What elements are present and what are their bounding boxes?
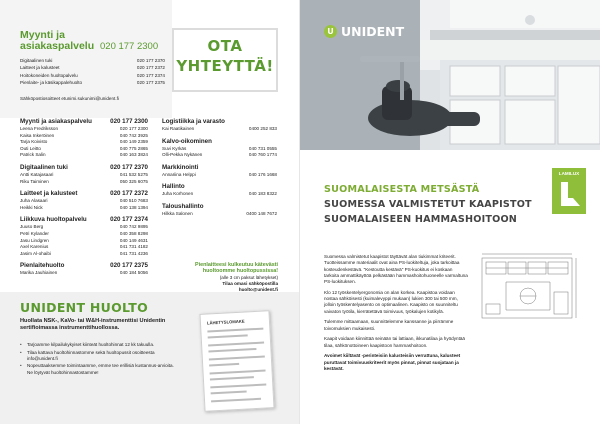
floor-plan-drawing [476, 252, 580, 326]
department-line: Hoitokoneiden huoltopalvelu 020 177 2374 [20, 72, 165, 78]
article-kicker: SUOMALAISESTA METSÄSTÄ [324, 184, 480, 195]
contacts-column-left [20, 118, 148, 282]
right-page [300, 0, 600, 424]
service-title: UNIDENT HUOLTO [20, 300, 149, 315]
lamilux-logo: LAMILUX [552, 168, 586, 214]
contact-section: Kalvo-oikominen Suvi Kyrkäs 040 731 0555 Olli-Pekka Nykänen 040 760 1774 [162, 137, 277, 158]
sales-title: Myynti ja asiakaspalvelu [20, 29, 95, 52]
service-list [20, 342, 178, 377]
contact-section: Myynti ja asiakaspalvelu 020 177 2300 Leena Fredriksson 020 177 2300 Kaisa Inkeröinen 040 742 3925 Tarja Koivisto 040 149 2359 Outi Leitto 040 775 2865 Patrick Salin 040 163 3824 [20, 118, 148, 158]
contact-section: Digitaalinen tuki 020 177 2370 Antti Katajasaari 041 532 5275 Riku Taiminen 050 325 6075 [20, 163, 148, 184]
contact-section: Markkinointi Annariina Helppi 040 176 1668 [162, 163, 277, 177]
contacts-column-right [162, 118, 277, 223]
list-item: • Tarjoamme kilpailukykyiset kiinteät huoltohinnat 12 kk takuulla. [20, 342, 178, 348]
article-heading: SUOMESSA VALMISTETUT KAAPISTOT SUOMALAISEEN HAMMASHOITOON [324, 199, 532, 225]
paragraph: Avoimet kiiltävät -perinteisiin kalusteisiin verrattuna, kalusteet puruttavat toimivuuskriteerit myös pinnat, pinnat suojataan ja kestävät. [324, 353, 461, 372]
article-body [324, 254, 468, 377]
contact-section: Liikkuva huoltopalvelu 020 177 2374 Juuso Berg 040 742 9895 Petri Kylander 040 358 8298 Jasu Lindgren 040 149 4631 Axel Karenius 041 731 4182 Jasim Al-ohaibi 041 731 4236 [20, 216, 148, 256]
department-lines [20, 57, 165, 87]
paragraph: Tulemme mittaamaan, suunnittelemme kanssanne ja piirrämme toivomuksien mukaisesti. [324, 319, 454, 331]
contact-section: Laitteet ja kalusteet 020 177 2372 Juha Alasaari 040 510 7683 Heikki Nick 040 138 1394 [20, 190, 148, 210]
list-item: • Nopeuttaaksemme toimintaamme, emme tee erillisiä kustannus-arvioita. Ne löytyvät huoltohinnastostamme! [20, 363, 178, 375]
email-format-note: Sähköpostiosoitteet etunimi.sukunimi@unident.fi [20, 96, 119, 101]
contact-section: Logistiikka ja varasto Kai Raatikainen 0400 252 833 [162, 118, 277, 131]
unident-logo: U UNIDENT [324, 24, 404, 39]
service-email-link[interactable]: huolto@unident.fi [238, 287, 278, 293]
service-subtitle: Huollata NSK-, KaVo- tai W&H-instrumenttisi Unidentin sertifioimassa instrumenttihuollossa. [20, 318, 166, 332]
contact-cta-text: OTA YHTEYTTÄ! [176, 37, 274, 75]
department-line: Digitaalinen tuki 020 177 2370 [20, 58, 165, 63]
sales-phone[interactable]: 020 177 2300 [100, 41, 159, 52]
department-line: Laitteet ja kalusteet 020 177 2372 [20, 65, 165, 71]
logo-icon: U [324, 25, 337, 38]
paragraph: Klo 12 työskentelyergonomia on alan korkea. Kaapistoa voidaan nostaa sähköisesti (kuimalevyppi mukaan) lukien 300 tai 500 mm, jolloin työskentelyasento on optimaalinen. Kaapisto on suunniteltu vaivaton työtila, kierrätettävä toimivuus, työkalujen kotikylä. [324, 289, 458, 314]
clinic-photo [300, 0, 600, 150]
contact-section: Taloushallinto Hilkka Salonen 0400 148 7672 [162, 202, 277, 216]
contact-section: Hallinto Juha Korhonen 040 183 8322 [162, 183, 277, 197]
contact-header-block [0, 0, 172, 118]
service-bag-notice: Pienlaitteesi kulkeutuu kätevästi huoltoomme huoltopussissa! (alle 3 cm paksut lähetykset) Tilaa omasi sähköpostilla huolto@unident.fi [178, 262, 278, 293]
contact-cta-box [174, 30, 276, 90]
paragraph: Kaapit voidaan kiinnittää seinään tai lattiaan, ikkunatilaa ja hyödyntää tilaa, sähkönottoineen kaapistoon hammashoitoon. [324, 336, 465, 348]
shipping-form-image [199, 310, 274, 412]
list-item: • Tilaa kattava huoltohinnastomme sekä huoltopussit osoitteesta info@unident.fi [20, 350, 178, 362]
paragraph: Suomessa valmistetut kaapistot täyttävät alan tiukimmat kriteerit. Tuotteissamme materiaalit ovat aina PS-luokiteltuja, joka tarkoittaa kosteudenkestävä. "Kestoutta kestävä" PS-kuokitus ei koskaan tarkoita ammattikäyttöä pelkästään hammashoitohuoneelle varmaltuna PS-luokituksen. [324, 254, 468, 285]
dental-clinic-illustration [300, 0, 600, 150]
contact-section: Pienlaitehuolto 020 177 2375 Marika Jauhiainen 040 184 5056 [20, 262, 148, 276]
form-title: LÄHETYSLOMAKE [206, 318, 245, 326]
department-line: Pienlaite- ja käsikappalehuolto 020 177 2375 [20, 80, 165, 86]
